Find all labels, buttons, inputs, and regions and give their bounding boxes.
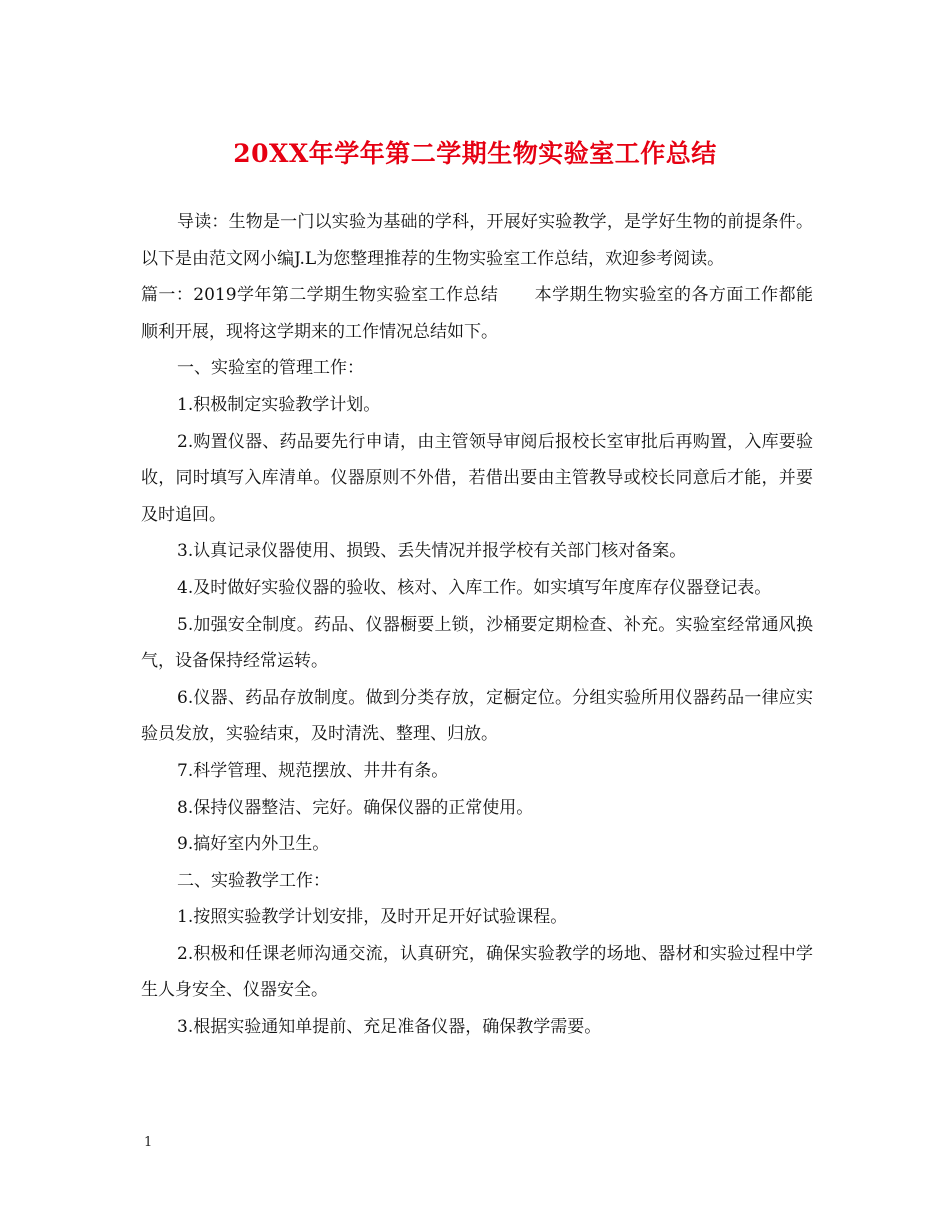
management-item-2: 2.购置仪器、药品要先行申请，由主管领导审阅后报校长室审批后再购置，入库要验收，同时填写入库清单。仪器原则不外借，若借出要由主管教导或校长同意后才能，并要及时追回。 xyxy=(141,431,813,525)
management-item-5: 5.加强安全制度。药品、仪器橱要上锁，沙桶要定期检查、补充。实验室经常通风换气，设备保持经常运转。 xyxy=(141,614,813,672)
management-item-9: 9.搞好室内外卫生。 xyxy=(177,834,330,855)
management-item-6: 6.仪器、药品存放制度。做到分类存放，定橱定位。分组实验所用仪器药品一律应实验员发放，实验结束，及时清洗、整理、归放。 xyxy=(141,687,813,745)
management-item-7: 7.科学管理、规范摆放、井井有条。 xyxy=(177,760,449,781)
teaching-item-1: 1.按照实验教学计划安排，及时开足开好试验课程。 xyxy=(177,907,568,928)
section-heading-teaching: 二、实验教学工作： xyxy=(177,870,330,891)
management-item-8: 8.保持仪器整洁、完好。确保仪器的正常使用。 xyxy=(177,797,534,818)
teaching-item-3: 3.根据实验通知单提前、充足准备仪器，确保教学需要。 xyxy=(177,1017,602,1038)
document-title: 20XX年学年第二学期生物实验室工作总结 xyxy=(233,139,717,168)
section-heading-management: 一、实验室的管理工作： xyxy=(177,358,364,379)
chapter-heading: 篇一：2019学年第二学期生物实验室工作总结 xyxy=(141,285,499,306)
intro-paragraph: 导读：生物是一门以实验为基础的学科，开展好实验教学，是学好生物的前提条件。以下是由范文网小编J.L为您整理推荐的生物实验室工作总结，欢迎参考阅读。 xyxy=(141,212,813,269)
page-number: 1 xyxy=(144,1135,153,1150)
management-item-4: 4.及时做好实验仪器的验收、核对、入库工作。如实填写年度库存仪器登记表。 xyxy=(177,577,772,598)
chapter-paragraph xyxy=(141,277,813,350)
management-item-3: 3.认真记录仪器使用、损毁、丢失情况并报学校有关部门核对备案。 xyxy=(177,541,687,562)
teaching-item-2: 2.积极和任课老师沟通交流，认真研究，确保实验教学的场地、器材和实验过程中学生人身安全、仪器安全。 xyxy=(141,943,813,1001)
document-body xyxy=(141,204,813,1046)
management-item-1: 1.积极制定实验教学计划。 xyxy=(177,394,381,415)
chapter-intro: 本学期生物实验室的各方面工作都能顺利开展，现将这学期来的工作情况总结如下。 xyxy=(141,285,814,342)
